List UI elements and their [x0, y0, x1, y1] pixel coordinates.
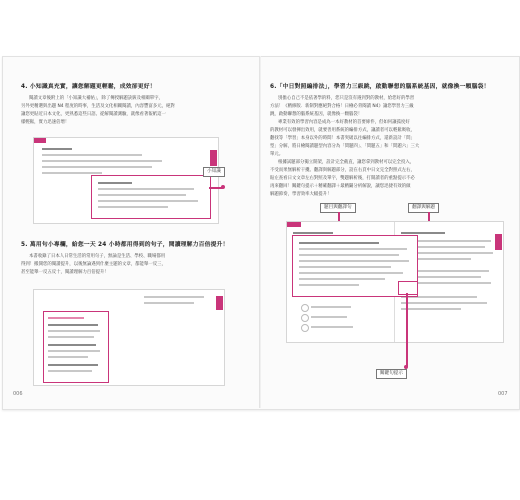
section6-line-10: 不受而果無解析干擾。翻譯與解題部分，設在右頁中日文完全對照式左右，	[270, 168, 415, 173]
section6-line-13: 解題節奏，學習效率大幅提升！	[270, 192, 332, 197]
section6-line-12: 再來翻回！關鍵句提示＋精確翻譯＋最精闢分析解說，讓您迅捷有效的做	[270, 184, 411, 189]
section4-line-4: 樣輕鬆，實力迅速倍增！	[21, 120, 70, 125]
label-key-sentence: 關鍵句提示	[376, 369, 407, 379]
section5-line-3: 甚至能舉一反五反十，閱讀理解力百倍提升！	[21, 270, 109, 275]
phrase-column-box	[43, 311, 109, 383]
section6-line-3: 跳，啟動聯想的腦系統基因，就像換一顆腦袋！	[270, 112, 363, 117]
section5-line-2: 得到！搬開您的閱讀提升，以後無論遇到什麼主題的文章，都能舉一反三，	[21, 262, 166, 267]
section6-line-9: 根據試題部分獨立開架，設計完全截直，讓您拿到教材可以完全投入，	[278, 160, 415, 165]
section6-line-7: 型」分解，將日檢閱讀題型內容分為「問題四」、「問題五」和「問題六」三大	[270, 144, 420, 149]
left-page	[3, 57, 261, 409]
section6-line-8: 單元。	[270, 152, 284, 157]
section6-line-2: 方法！《精修版．新制對應絕對合格！日檢必背閱讀 N4》讓您學習力三級	[270, 104, 414, 109]
section4-heading: 4. 小知識真充實，讓您解題更輕鬆，成效卻更好！	[21, 84, 156, 90]
book-spread	[2, 56, 520, 410]
section5-heading: 5. 萬用句小專欄，給您一天 24 小時都用得到的句子，閱讀理解力百倍提升！	[21, 242, 229, 248]
callout-label: 小知識	[203, 167, 225, 177]
section4-line-1: 閱讀文章後附上的「小知識大補帖」，除了傳授解題訣竅及相關單字，	[29, 96, 163, 101]
label-question-translation: 題目與翻譯句	[320, 203, 356, 213]
page-tab	[210, 150, 217, 166]
section5-line-1: 本書收錄了日本人日常生活的常用句子，無論是生活、學校、職場都用	[29, 254, 166, 259]
callout-dot	[221, 185, 225, 189]
section6-line-5: 的教材可以發揮出效用，就要善用系統的編排方式，讓讀者可以輕鬆吸收，	[270, 128, 415, 133]
book-gutter	[259, 56, 261, 408]
keyword-highlight	[398, 281, 418, 295]
section4-line-3: 讓您更貼近日本文化，更熟悉這些日語。從解閱讀測驗，就像看著報紙這一	[21, 112, 166, 117]
label-translation-analysis: 翻譯與解題	[408, 203, 439, 213]
right-page	[262, 57, 519, 409]
tip-callout-box	[91, 175, 211, 219]
section6-line-11: 貼左查看日文文章左右對照及單字，雙題解析後，打開讀者的重點提示不必	[270, 176, 415, 181]
section6-heading: 6.「中日對照編排法」，學習力三級跳，啟動聯想的腦系統基因，就像換一顆腦袋！	[270, 84, 490, 90]
keyword-leader	[406, 293, 408, 367]
page-number-right: 007	[498, 391, 508, 397]
section6-line-1: 別擔心自己不是依著學的料，您只是沒有遇到對的教材，給您好的學習	[278, 96, 415, 101]
pink-header-stripe	[34, 138, 46, 143]
section4-line-2: 另外更精選與出題 N4 程度的時事，生活及文化相關閱讀，內容豐富多元，絕對	[21, 104, 175, 109]
page-number-left: 006	[13, 391, 23, 397]
section6-line-4: 專業有效的學習內容是成為一本好教材的首要條件，但如何讓孤度好	[278, 120, 410, 125]
section6-line-6: 翻找等「學習」本身以外的時間！本書突破以往編排方式，還新設計「問」	[270, 136, 415, 141]
